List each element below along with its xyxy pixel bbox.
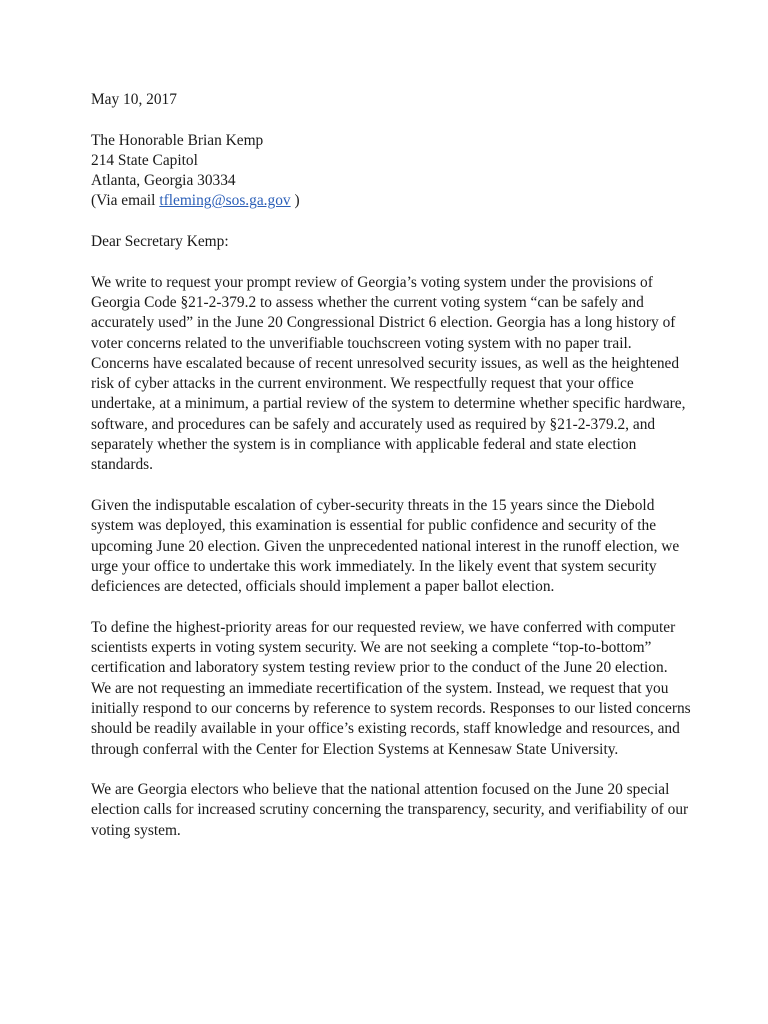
recipient-email-link[interactable]: tfleming@sos.ga.gov [159, 192, 291, 210]
paragraph-threats: Given the indisputable escalation of cyber-security threats in the 15 years since the Diebold system was deployed, this examination is essential for public confidence and security of the upcoming June 20 election. Given the unprecedented national interest in the runoff election, we urge your office to undertake this work immediately. In the likely event that system security deficiences are detected, officials should implement a paper ballot election. [91, 496, 680, 596]
letter-body [91, 90, 691, 861]
recipient-address [91, 131, 691, 212]
recipient-name: The Honorable Brian Kemp [91, 131, 264, 149]
recipient-city: Atlanta, Georgia 30334 [91, 172, 236, 190]
paragraph-request: We write to request your prompt review of Georgia’s voting system under the provisions of Georgia Code §21-2-379.2 to assess whether the current voting system “can be safely and accurately used” in the June 20 Congressional District 6 election. Georgia has a long history of voter concerns related to the unverifiable touchscreen voting system with no paper trail. Concerns have escalated because of recent unresolved security issues, as well as the heightened risk of cyber attacks in the current environment. We respectfully request that your office undertake, at a minimum, a partial review of the system to determine whether specific hardware, software, and procedures can be safely and accurately used as required by §21-2-379.2, and separately whether the system is in compliance with applicable federal and state election standards. [91, 273, 686, 474]
via-prefix: (Via email [91, 192, 160, 210]
recipient-street: 214 State Capitol [91, 151, 198, 169]
via-suffix: ) [290, 192, 300, 210]
paragraph-review-scope: To define the highest-priority areas for our requested review, we have conferred with computer scientists experts in voting system security. We are not seeking a complete “top-to-bottom” certification and laboratory system testing review prior to the conduct of the June 20 election. We are not requesting an immediate recertification of the system. Instead, we request that you initially respond to our concerns by reference to system records. Responses to our listed concerns should be readily available in your office’s existing records, staff knowledge and resources, and through conferral with the Center for Election Systems at Kennesaw State University. [91, 618, 691, 758]
paragraph-electors: We are Georgia electors who believe that the national attention focused on the June 20 special election calls for increased scrutiny concerning the transparency, security, and verifiability of our voting system. [91, 781, 689, 839]
salutation: Dear Secretary Kemp: [91, 233, 229, 251]
letter-date: May 10, 2017 [91, 91, 177, 108]
recipient-via-line [91, 191, 691, 211]
